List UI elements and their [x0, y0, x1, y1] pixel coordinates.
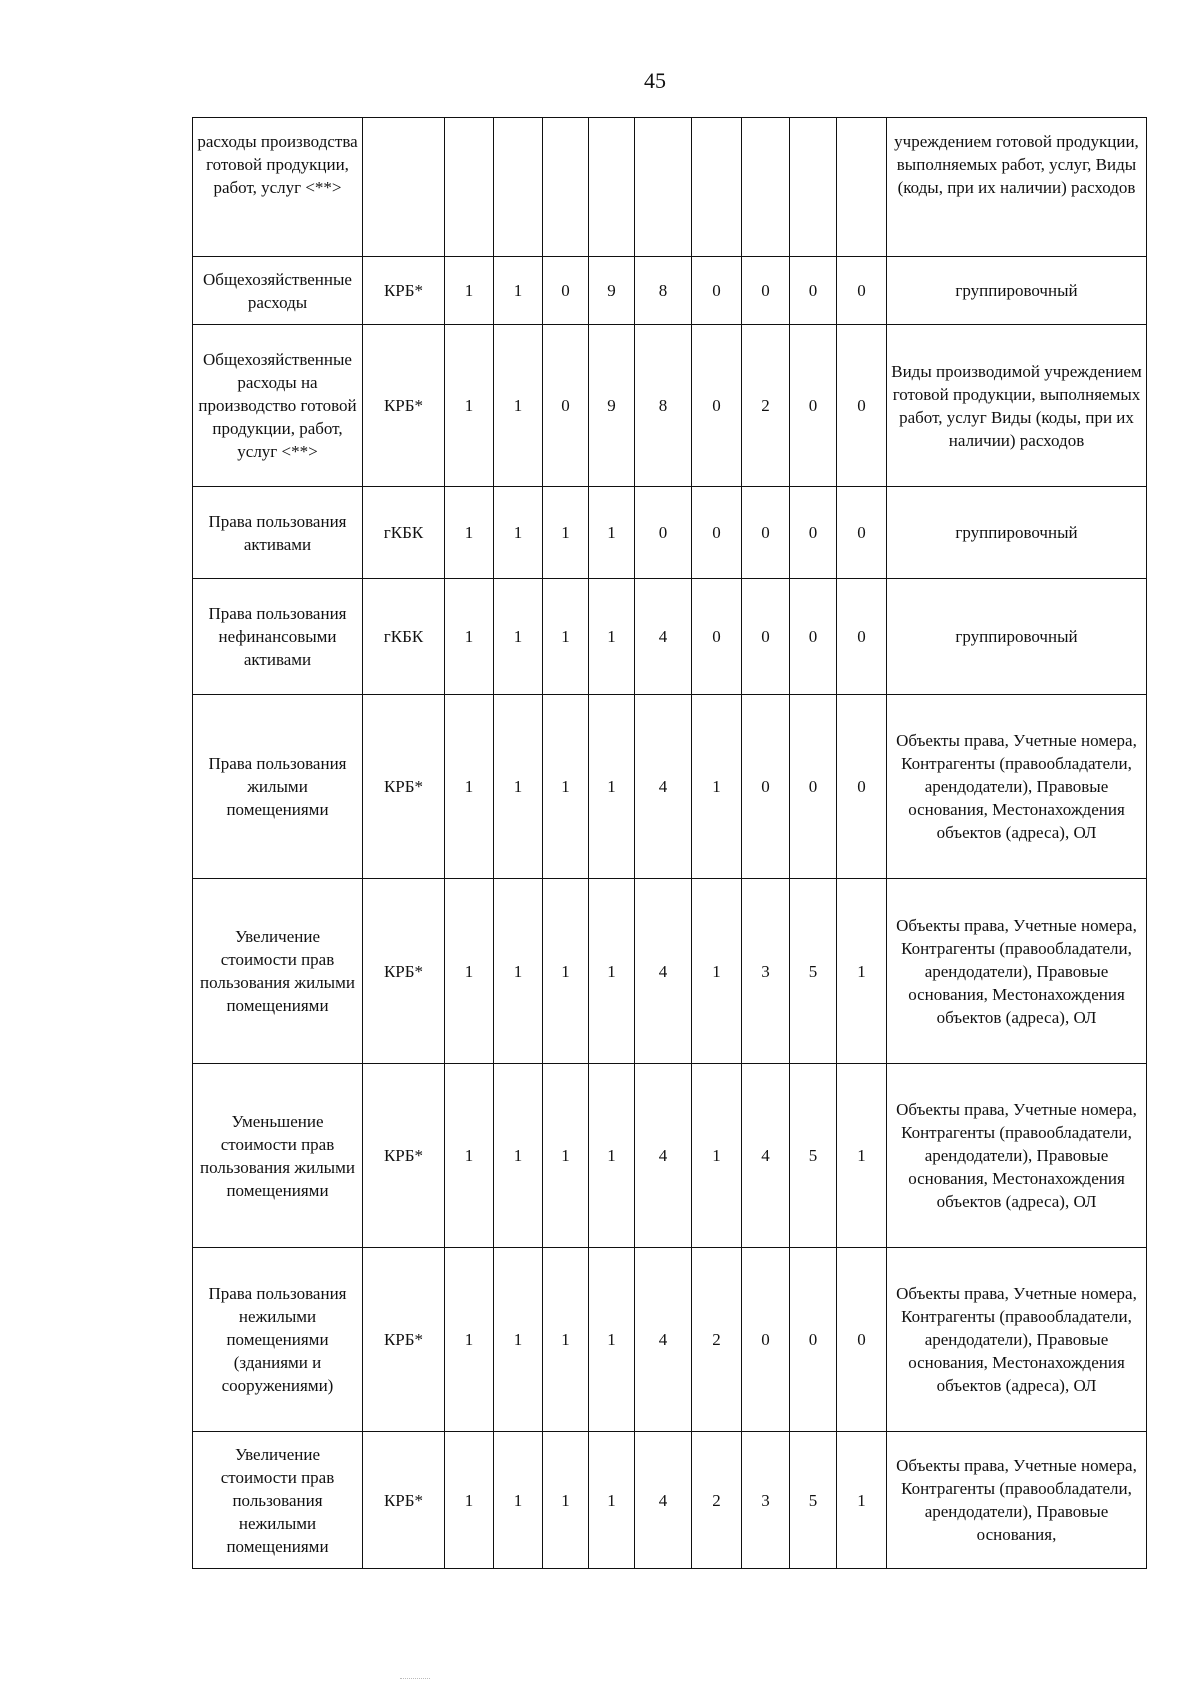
code-digit-cell: 4 [635, 1064, 692, 1248]
code-digit-cell: 0 [837, 695, 887, 879]
code-digit-cell: 0 [837, 257, 887, 325]
analytics-description-cell: группировочный [887, 257, 1147, 325]
code-digit-cell: 0 [742, 257, 790, 325]
table-row [193, 487, 1147, 579]
code-digit-cell: 0 [790, 487, 837, 579]
code-digit-cell: 1 [589, 879, 635, 1064]
code-digit-cell: 4 [635, 1248, 692, 1432]
code-digit-cell: 1 [494, 325, 543, 487]
table-row [193, 1432, 1147, 1569]
code-digit-cell: 1 [445, 1248, 494, 1432]
analytics-description-cell: Объекты права, Учетные номера, Контрагенты (правообладатели, арендодатели), Правовые основания, Местонахождения объектов (адреса), ОЛ [887, 1248, 1147, 1432]
code-digit-cell: 0 [692, 579, 742, 695]
code-digit-cell: 8 [635, 325, 692, 487]
analytics-description-cell: учреждением готовой продукции, выполняемых работ, услуг, Виды (коды, при их наличии) расходов [887, 118, 1147, 257]
code-digit-cell: 0 [837, 1248, 887, 1432]
code-digit-cell: 1 [543, 1432, 589, 1569]
account-name-cell: Права пользования нефинансовыми активами [193, 579, 363, 695]
code-type-cell [363, 118, 445, 257]
table-row [193, 1064, 1147, 1248]
code-digit-cell: 1 [494, 1248, 543, 1432]
table-row [193, 325, 1147, 487]
table-row [193, 695, 1147, 879]
code-digit-cell: 1 [494, 257, 543, 325]
code-type-cell: КРБ* [363, 257, 445, 325]
account-name-cell: Уменьшение стоимости прав пользования жилыми помещениями [193, 1064, 363, 1248]
code-digit-cell: 0 [692, 325, 742, 487]
code-digit-cell: 1 [494, 879, 543, 1064]
account-name-cell: Увеличение стоимости прав пользования жилыми помещениями [193, 879, 363, 1064]
code-digit-cell: 4 [635, 879, 692, 1064]
code-digit-cell: 1 [837, 879, 887, 1064]
code-digit-cell: 2 [692, 1248, 742, 1432]
account-name-cell: Права пользования нежилыми помещениями (зданиями и сооружениями) [193, 1248, 363, 1432]
code-digit-cell: 1 [445, 1064, 494, 1248]
analytics-description-cell: Виды производимой учреждением готовой продукции, выполняемых работ, услуг Виды (коды, при их наличии) расходов [887, 325, 1147, 487]
code-type-cell: КРБ* [363, 1248, 445, 1432]
code-digit-cell: 1 [692, 695, 742, 879]
code-digit-cell: 1 [692, 1064, 742, 1248]
code-digit-cell [742, 118, 790, 257]
code-digit-cell: 0 [692, 257, 742, 325]
code-digit-cell: 1 [445, 487, 494, 579]
code-type-cell: КРБ* [363, 325, 445, 487]
code-type-cell: гКБК [363, 579, 445, 695]
code-digit-cell: 0 [742, 695, 790, 879]
code-digit-cell: 2 [692, 1432, 742, 1569]
code-digit-cell [790, 118, 837, 257]
code-digit-cell: 1 [445, 1432, 494, 1569]
code-digit-cell: 1 [589, 579, 635, 695]
code-digit-cell: 3 [742, 1432, 790, 1569]
table-row [193, 257, 1147, 325]
code-digit-cell: 0 [790, 695, 837, 879]
analytics-description-cell: группировочный [887, 579, 1147, 695]
table-row [193, 1248, 1147, 1432]
table-row [193, 879, 1147, 1064]
code-digit-cell: 0 [790, 257, 837, 325]
account-name-cell: Права пользования активами [193, 487, 363, 579]
code-digit-cell [635, 118, 692, 257]
analytics-description-cell: Объекты права, Учетные номера, Контрагенты (правообладатели, арендодатели), Правовые основания, Местонахождения объектов (адреса), ОЛ [887, 1064, 1147, 1248]
code-digit-cell: 1 [543, 1064, 589, 1248]
account-name-cell: Общехозяйственные расходы [193, 257, 363, 325]
code-digit-cell: 4 [635, 695, 692, 879]
code-digit-cell: 1 [837, 1064, 887, 1248]
analytics-description-cell: Объекты права, Учетные номера, Контрагенты (правообладатели, арендодатели), Правовые основания, [887, 1432, 1147, 1569]
code-digit-cell [589, 118, 635, 257]
analytics-description-cell: Объекты права, Учетные номера, Контрагенты (правообладатели, арендодатели), Правовые основания, Местонахождения объектов (адреса), ОЛ [887, 695, 1147, 879]
code-digit-cell: 5 [790, 1432, 837, 1569]
code-digit-cell: 1 [494, 579, 543, 695]
code-digit-cell: 1 [692, 879, 742, 1064]
code-digit-cell: 5 [790, 1064, 837, 1248]
code-digit-cell [494, 118, 543, 257]
code-type-cell: КРБ* [363, 1432, 445, 1569]
code-digit-cell [543, 118, 589, 257]
code-digit-cell: 1 [589, 1432, 635, 1569]
code-digit-cell [837, 118, 887, 257]
code-digit-cell: 1 [445, 695, 494, 879]
code-digit-cell: 9 [589, 257, 635, 325]
code-digit-cell: 4 [742, 1064, 790, 1248]
code-digit-cell: 1 [494, 695, 543, 879]
code-digit-cell: 0 [790, 579, 837, 695]
code-digit-cell: 1 [837, 1432, 887, 1569]
analytics-description-cell: группировочный [887, 487, 1147, 579]
code-digit-cell: 0 [790, 325, 837, 487]
code-digit-cell: 1 [445, 879, 494, 1064]
code-digit-cell: 9 [589, 325, 635, 487]
code-digit-cell: 0 [790, 1248, 837, 1432]
code-type-cell: КРБ* [363, 1064, 445, 1248]
code-digit-cell: 0 [543, 325, 589, 487]
code-digit-cell: 1 [494, 1432, 543, 1569]
code-digit-cell: 1 [543, 695, 589, 879]
code-digit-cell: 1 [543, 487, 589, 579]
scan-artifact [400, 1678, 430, 1685]
code-digit-cell: 0 [837, 487, 887, 579]
page-number: 45 [644, 68, 666, 93]
code-digit-cell: 1 [445, 257, 494, 325]
code-digit-cell: 1 [589, 1064, 635, 1248]
code-digit-cell [692, 118, 742, 257]
code-digit-cell [445, 118, 494, 257]
table-row [193, 118, 1147, 257]
code-digit-cell: 1 [589, 695, 635, 879]
code-type-cell: КРБ* [363, 695, 445, 879]
code-digit-cell: 0 [543, 257, 589, 325]
code-digit-cell: 0 [742, 1248, 790, 1432]
code-digit-cell: 1 [589, 1248, 635, 1432]
analytics-description-cell: Объекты права, Учетные номера, Контрагенты (правообладатели, арендодатели), Правовые основания, Местонахождения объектов (адреса), ОЛ [887, 879, 1147, 1064]
code-digit-cell: 1 [543, 1248, 589, 1432]
code-digit-cell: 2 [742, 325, 790, 487]
account-table [192, 117, 1147, 1569]
code-digit-cell: 1 [494, 1064, 543, 1248]
code-digit-cell: 5 [790, 879, 837, 1064]
account-name-cell: Права пользования жилыми помещениями [193, 695, 363, 879]
code-digit-cell: 0 [837, 325, 887, 487]
code-digit-cell: 1 [445, 325, 494, 487]
code-digit-cell: 0 [742, 487, 790, 579]
code-digit-cell: 8 [635, 257, 692, 325]
code-type-cell: КРБ* [363, 879, 445, 1064]
code-digit-cell: 0 [837, 579, 887, 695]
code-digit-cell: 0 [742, 579, 790, 695]
code-digit-cell: 1 [445, 579, 494, 695]
table-body [193, 118, 1147, 1569]
code-digit-cell: 1 [494, 487, 543, 579]
account-name-cell: Увеличение стоимости прав пользования нежилыми помещениями [193, 1432, 363, 1569]
code-type-cell: гКБК [363, 487, 445, 579]
code-digit-cell: 0 [692, 487, 742, 579]
code-digit-cell: 4 [635, 1432, 692, 1569]
code-digit-cell: 3 [742, 879, 790, 1064]
code-digit-cell: 0 [635, 487, 692, 579]
code-digit-cell: 1 [589, 487, 635, 579]
account-name-cell: Общехозяйственные расходы на производство готовой продукции, работ, услуг <**> [193, 325, 363, 487]
account-name-cell: расходы производства готовой продукции, работ, услуг <**> [193, 118, 363, 257]
code-digit-cell: 1 [543, 879, 589, 1064]
code-digit-cell: 1 [543, 579, 589, 695]
table-row [193, 579, 1147, 695]
code-digit-cell: 4 [635, 579, 692, 695]
